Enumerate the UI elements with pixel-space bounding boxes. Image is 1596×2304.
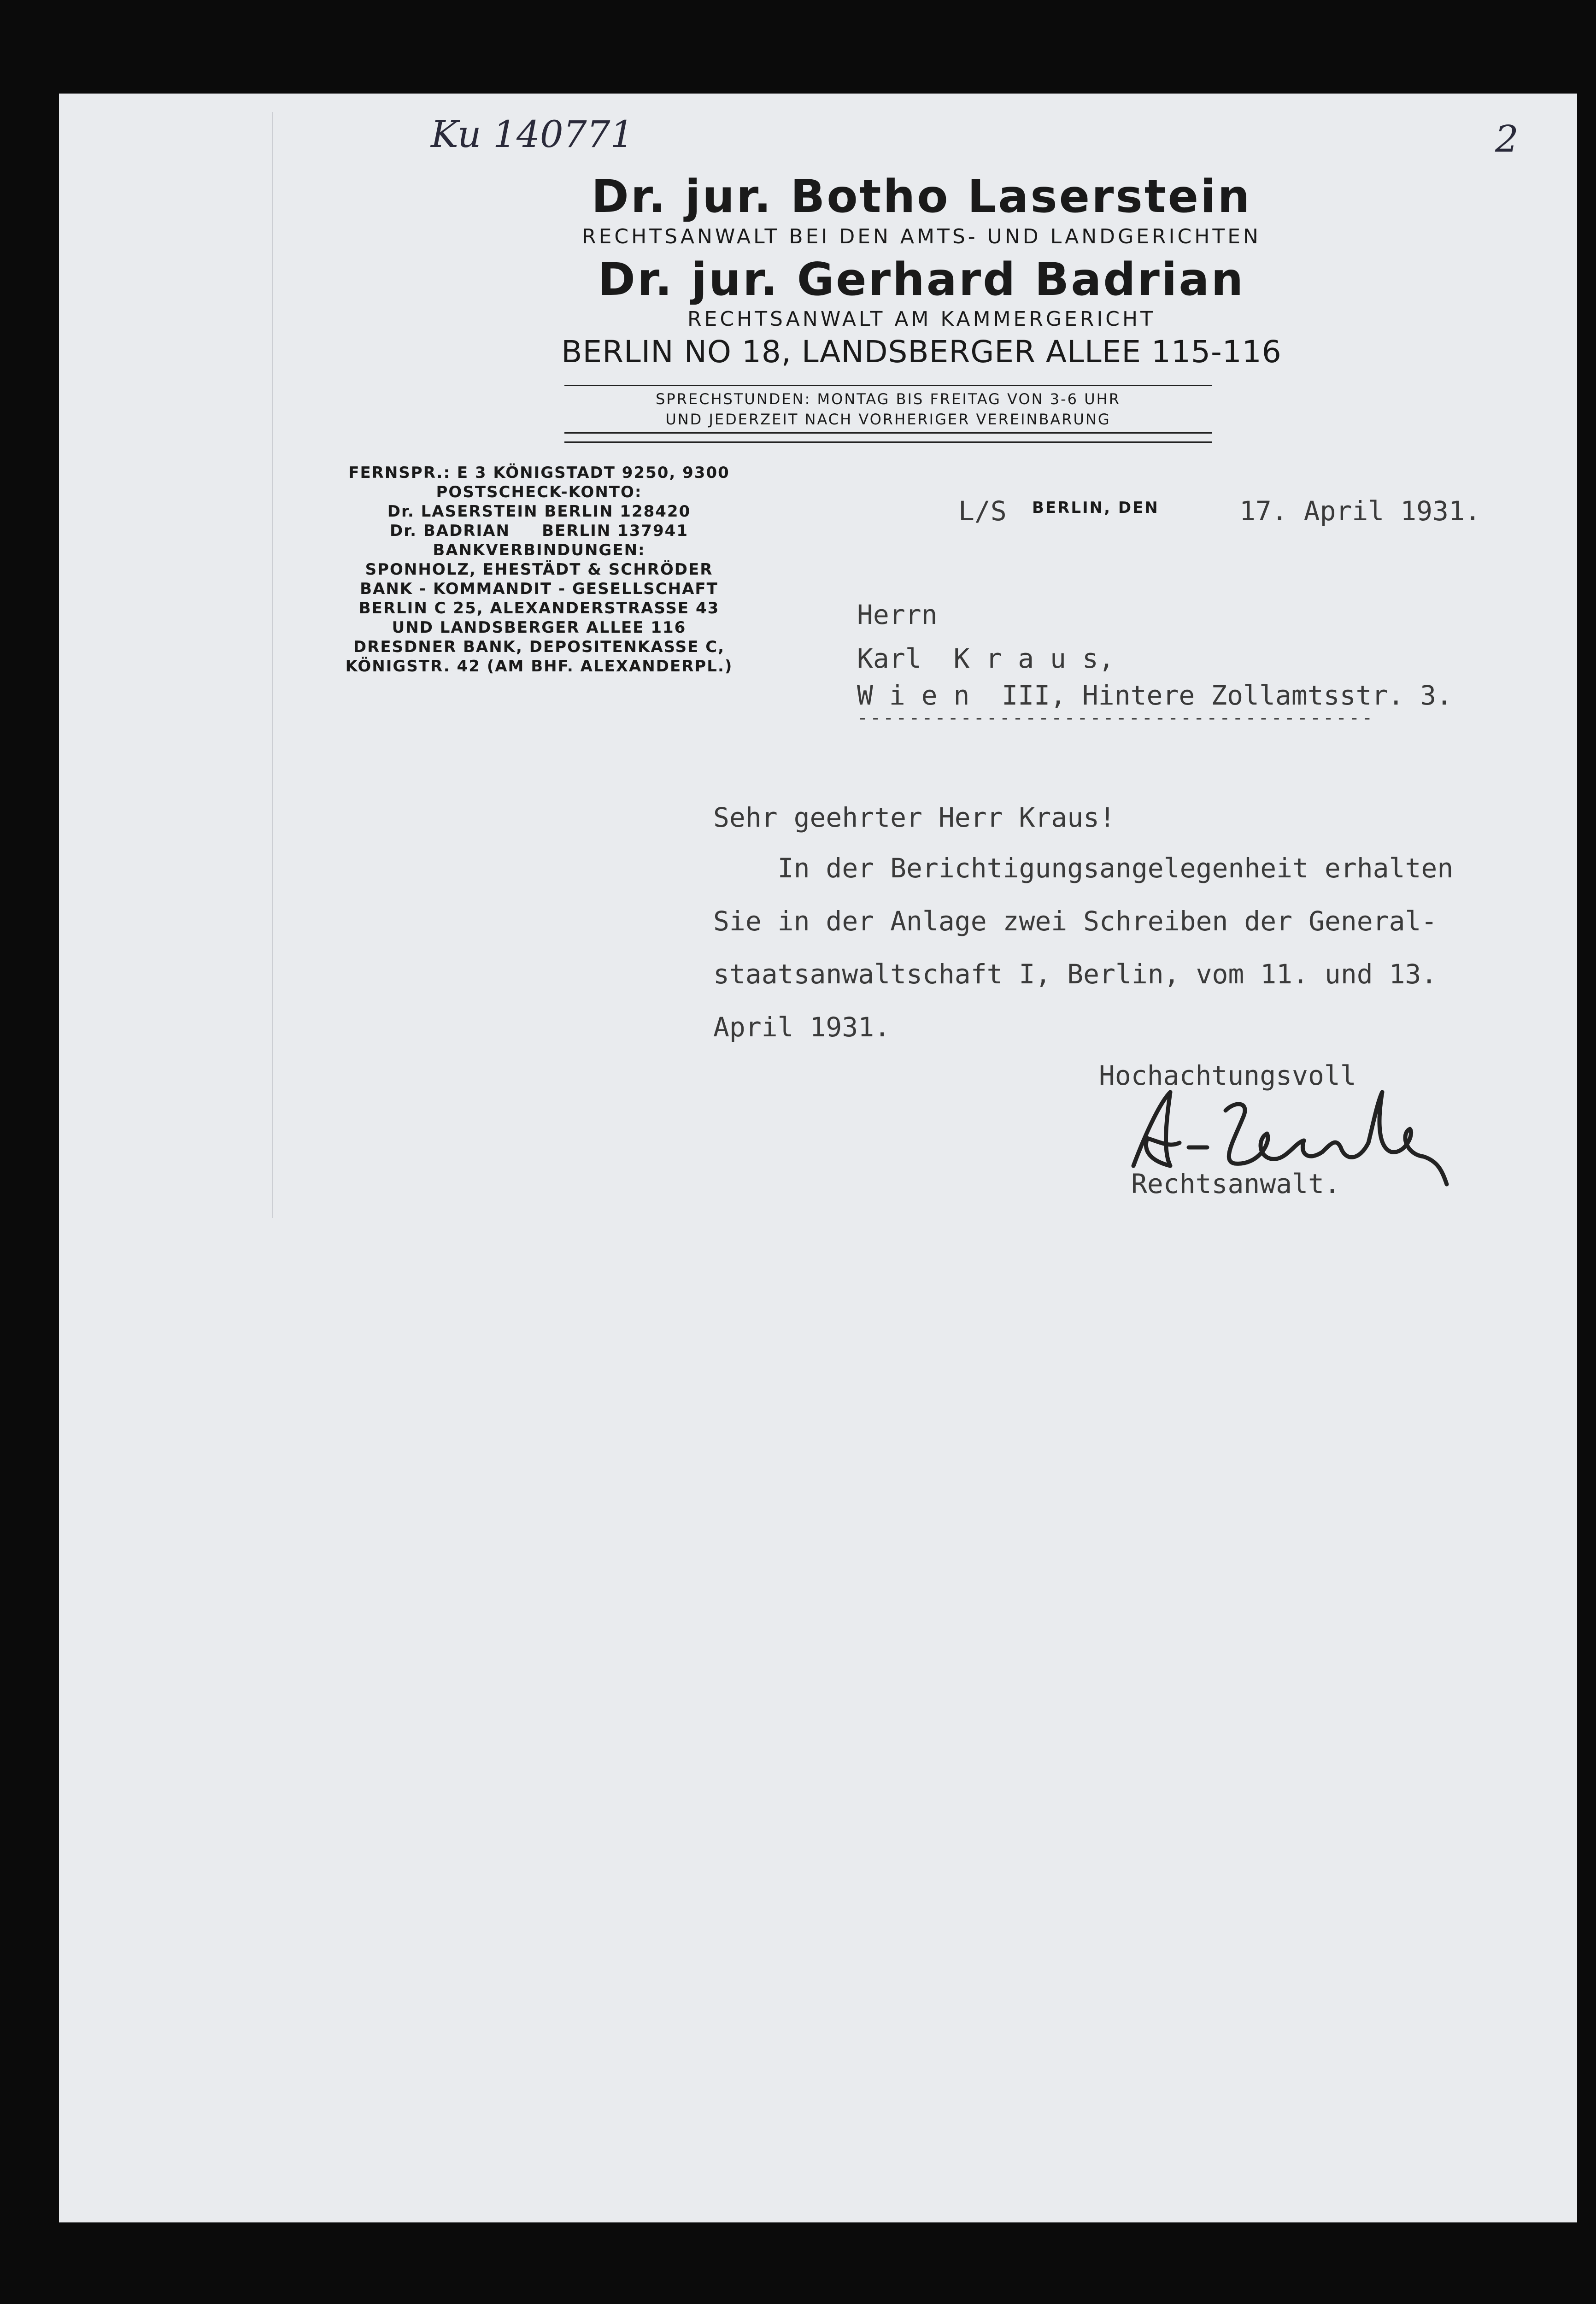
valediction: Hochachtungsvoll: [1099, 1060, 1356, 1091]
contact-line: KÖNIGSTR. 42 (AM BHF. ALEXANDERPL.): [345, 657, 733, 676]
contact-line: DRESDNER BANK, DEPOSITENKASSE C,: [353, 638, 725, 656]
lawyer-name-1: Dr. jur. Botho Laserstein: [591, 170, 1252, 223]
office-hours-line-1: SPRECHSTUNDEN: MONTAG BIS FREITAG VON 3-6 UHR: [656, 390, 1121, 408]
recipient-name: Karl K r a u s,: [857, 643, 1115, 674]
office-hours-line-2: UND JEDERZEIT NACH VORHERIGER VEREINBARUNG: [665, 411, 1111, 428]
contact-line: POSTSCHECK-KONTO:: [436, 483, 642, 501]
body-line: April 1931.: [713, 1011, 891, 1043]
body-line: Sie in der Anlage zwei Schreiben der General-: [713, 905, 1438, 937]
margin-shadow: [272, 112, 273, 1218]
greeting: Sehr geehrter Herr Kraus!: [713, 802, 1115, 833]
page-number: 2: [1495, 118, 1519, 160]
lawyer-name-2: Dr. jur. Gerhard Badrian: [598, 253, 1245, 306]
place-label: BERLIN, DEN: [1032, 499, 1159, 517]
handwritten-signature: [1120, 1074, 1451, 1193]
body-line: In der Berichtigungsangelegenheit erhalten: [713, 852, 1454, 884]
contact-line: BANK - KOMMANDIT - GESELLSCHAFT: [360, 580, 718, 598]
lawyer-title-1: RECHTSANWALT BEI DEN AMTS- UND LANDGERICHTEN: [582, 225, 1261, 248]
archive-reference: Ku 140771: [431, 113, 634, 156]
body-line: staatsanwaltschaft I, Berlin, vom 11. und 13.: [713, 958, 1438, 990]
office-hours: [564, 385, 1212, 434]
contact-line: Dr. LASERSTEIN BERLIN 128420: [387, 502, 691, 521]
recipient-salutation: Herrn: [857, 599, 938, 630]
contact-line: UND LANDSBERGER ALLEE 116: [392, 618, 687, 637]
contact-line: SPONHOLZ, EHESTÄDT & SCHRÖDER: [365, 560, 713, 579]
letter-date: 17. April 1931.: [1239, 495, 1481, 527]
recipient-underline: ----------------------------------------: [857, 707, 1375, 729]
contact-line: BANKVERBINDUNGEN:: [433, 541, 645, 559]
recipient-address: W i e n III, Hintere Zollamtsstr. 3.: [857, 680, 1453, 711]
reference-code: L/S: [958, 495, 1007, 527]
contact-line: BERLIN C 25, ALEXANDERSTRASSE 43: [358, 599, 720, 617]
office-hours-rule: [564, 441, 1212, 443]
lawyer-title-2: RECHTSANWALT AM KAMMERGERICHT: [687, 307, 1156, 331]
contact-line: Dr. BADRIAN BERLIN 137941: [389, 522, 688, 540]
signer-role: Rechtsanwalt.: [1131, 1168, 1340, 1199]
contact-line: FERNSPR.: E 3 KÖNIGSTADT 9250, 9300: [348, 464, 730, 482]
contact-block: [286, 463, 792, 676]
office-address: BERLIN NO 18, LANDSBERGER ALLEE 115-116: [561, 334, 1282, 370]
